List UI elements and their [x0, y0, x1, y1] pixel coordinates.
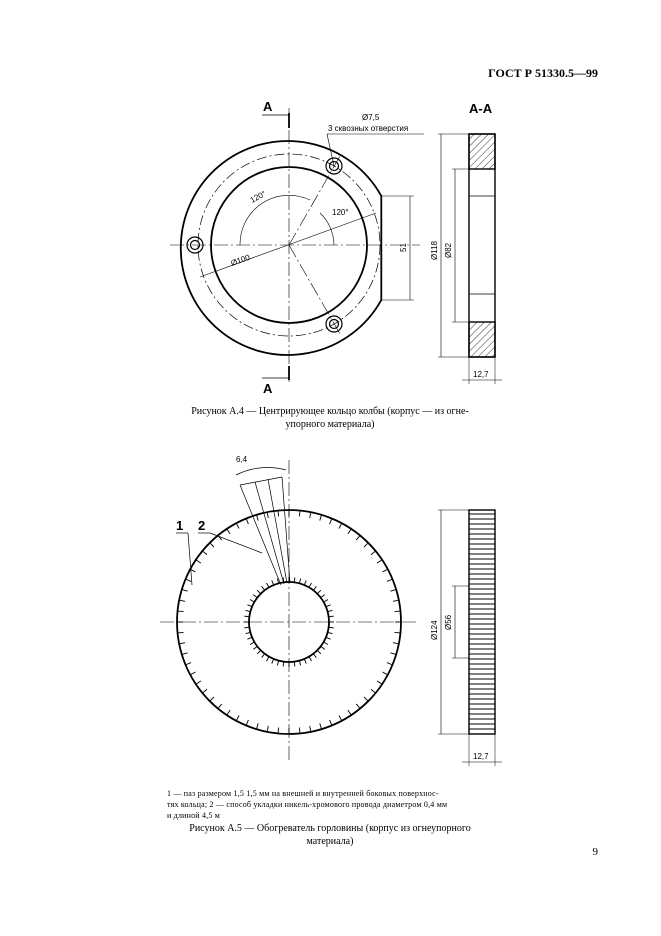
- figure-a5-caption: [140, 822, 520, 848]
- slot-tick: [299, 511, 300, 517]
- slot-tick: [236, 523, 239, 528]
- slot-tick: [272, 659, 274, 664]
- slot-tick: [247, 637, 252, 639]
- slot-tick: [364, 697, 368, 701]
- slot-tick: [256, 723, 258, 729]
- bolt-circle-label: Ø100: [229, 252, 252, 268]
- slot-tick: [339, 715, 342, 720]
- slot-tick: [257, 590, 261, 594]
- slot-tick: [262, 654, 265, 658]
- slot-tick: [348, 710, 351, 715]
- slot-tick: [246, 610, 251, 611]
- slot-tick: [227, 529, 230, 534]
- slot-tick: [321, 646, 325, 649]
- slot-tick: [356, 704, 360, 709]
- slot-tick: [182, 589, 188, 591]
- legend-line: и длиной 4,5 м: [167, 811, 221, 820]
- slot-tick: [304, 659, 306, 664]
- slot-tick: [182, 653, 188, 655]
- flat-dimension-label: 51: [399, 243, 408, 252]
- thickness-label: 12,7: [473, 752, 489, 761]
- slot-tick: [267, 657, 270, 661]
- slot-tick: [310, 726, 311, 732]
- slot-tick: [227, 710, 230, 715]
- slot-tick: [393, 600, 399, 601]
- slot-tick: [326, 637, 331, 639]
- slot-tick: [299, 661, 300, 666]
- slot-tick: [196, 681, 201, 684]
- slot-tick: [394, 611, 400, 612]
- slot-tick: [387, 579, 393, 581]
- legend-line: тях кольца; 2 — способ укладки никель-хромового провода диаметром 0,4 мм: [167, 800, 448, 809]
- slot-tick: [377, 681, 382, 684]
- slot-tick: [390, 653, 396, 655]
- slot-tick: [356, 535, 360, 540]
- slot-tick: [364, 543, 368, 547]
- slot-tick: [278, 511, 279, 517]
- callout-1: 1: [176, 518, 184, 533]
- slot-tick: [250, 600, 254, 603]
- angle-label: 120°: [248, 189, 268, 205]
- section-label-a: A: [263, 381, 273, 396]
- slot-tick: [267, 726, 268, 732]
- slot-tick: [321, 595, 325, 598]
- slot-tick: [309, 657, 312, 661]
- slot-tick: [272, 580, 274, 585]
- figure-a4-ring: [170, 108, 424, 382]
- slot-tick: [236, 715, 239, 720]
- slot-tick: [299, 727, 300, 733]
- caption-line: Рисунок А.5 — Обогреватель горловины (корпус из огнеупорного: [189, 823, 471, 834]
- caption-line: Рисунок А.4 — Центрирующее кольцо колбы (корпус — из огне-: [191, 406, 469, 417]
- figure-a5-legend: [167, 788, 502, 821]
- slot-tick: [277, 661, 278, 666]
- slot-tick: [317, 650, 321, 654]
- slot-tick: [196, 560, 201, 563]
- slot-tick: [246, 519, 248, 525]
- slot-tick: [178, 632, 184, 633]
- page-number: 9: [592, 846, 598, 858]
- slot-tick: [382, 569, 387, 572]
- slot-tick: [299, 579, 300, 584]
- slot-tick: [348, 529, 351, 534]
- slot-tick: [328, 632, 333, 633]
- thickness-label: 12,7: [473, 370, 489, 379]
- slot-tick: [262, 586, 265, 590]
- section-label-a: A: [263, 99, 273, 114]
- slot-tick: [247, 605, 252, 607]
- slot-tick: [278, 727, 279, 733]
- section-title: A-A: [469, 101, 493, 116]
- slot-tick: [202, 689, 207, 693]
- slot-tick: [179, 643, 185, 644]
- slot-tick: [256, 515, 258, 521]
- slot-tick: [267, 512, 268, 518]
- slot-tick: [218, 704, 222, 709]
- slot-tick: [267, 583, 270, 587]
- slot-tick: [326, 605, 331, 607]
- slot-tick: [253, 595, 257, 598]
- page-header: ГОСТ Р 51330.5—99: [488, 66, 598, 80]
- slot-tick: [320, 723, 322, 729]
- angle-label: 120°: [332, 208, 349, 217]
- slot-tick: [309, 583, 312, 587]
- slot-tick: [371, 689, 376, 693]
- slot-tick: [382, 672, 387, 675]
- slot-tick: [320, 515, 322, 521]
- slot-tick: [324, 600, 328, 603]
- slot-tick: [387, 663, 393, 665]
- slot-tick: [313, 586, 316, 590]
- section-view-a-a: [438, 134, 502, 384]
- slot-tick: [328, 610, 333, 611]
- slot-tick: [394, 632, 400, 633]
- slot-tick: [210, 697, 214, 701]
- slot-dimension-label: 6,4: [236, 455, 248, 464]
- slot-tick: [190, 672, 195, 675]
- slot-tick: [179, 600, 185, 601]
- slot-tick: [330, 720, 332, 726]
- legend-line: 1 — паз размером 1,5 1,5 мм на внешней и внутренней боковых поверхнос-: [167, 789, 439, 798]
- figure-a5-heater: [160, 460, 418, 760]
- slot-tick: [304, 580, 306, 585]
- slot-tick: [393, 643, 399, 644]
- slot-tick: [371, 551, 376, 555]
- hole-diameter-label: Ø7,5: [362, 113, 380, 122]
- slot-tick: [202, 551, 207, 555]
- slot-tick: [186, 579, 192, 581]
- slot-tick: [377, 560, 382, 563]
- slot-tick: [317, 590, 321, 594]
- inner-diameter-label: Ø82: [444, 242, 453, 258]
- holes-note: 3 сквозных отверстия: [328, 124, 409, 133]
- figure-a4-caption: [140, 405, 520, 431]
- slot-tick: [210, 543, 214, 547]
- outer-diameter-label: Ø124: [430, 620, 439, 640]
- heater-side-view: [438, 510, 502, 766]
- slot-tick: [313, 654, 316, 658]
- caption-line: упорного материала): [285, 419, 375, 430]
- slot-tick: [257, 650, 261, 654]
- slot-tick: [330, 519, 332, 525]
- slot-tick: [324, 642, 328, 645]
- slot-tick: [178, 611, 184, 612]
- slot-tick: [253, 646, 257, 649]
- inner-diameter-label: Ø56: [444, 614, 453, 630]
- slot-tick: [246, 632, 251, 633]
- slot-tick: [186, 663, 192, 665]
- slot-tick: [250, 642, 254, 645]
- caption-line: материала): [306, 836, 354, 847]
- slot-tick: [390, 589, 396, 591]
- slot-tick: [246, 720, 248, 726]
- outer-diameter-label: Ø118: [430, 241, 439, 260]
- slot-tick: [339, 523, 342, 528]
- slot-tick: [310, 512, 311, 518]
- callout-2: 2: [198, 518, 206, 533]
